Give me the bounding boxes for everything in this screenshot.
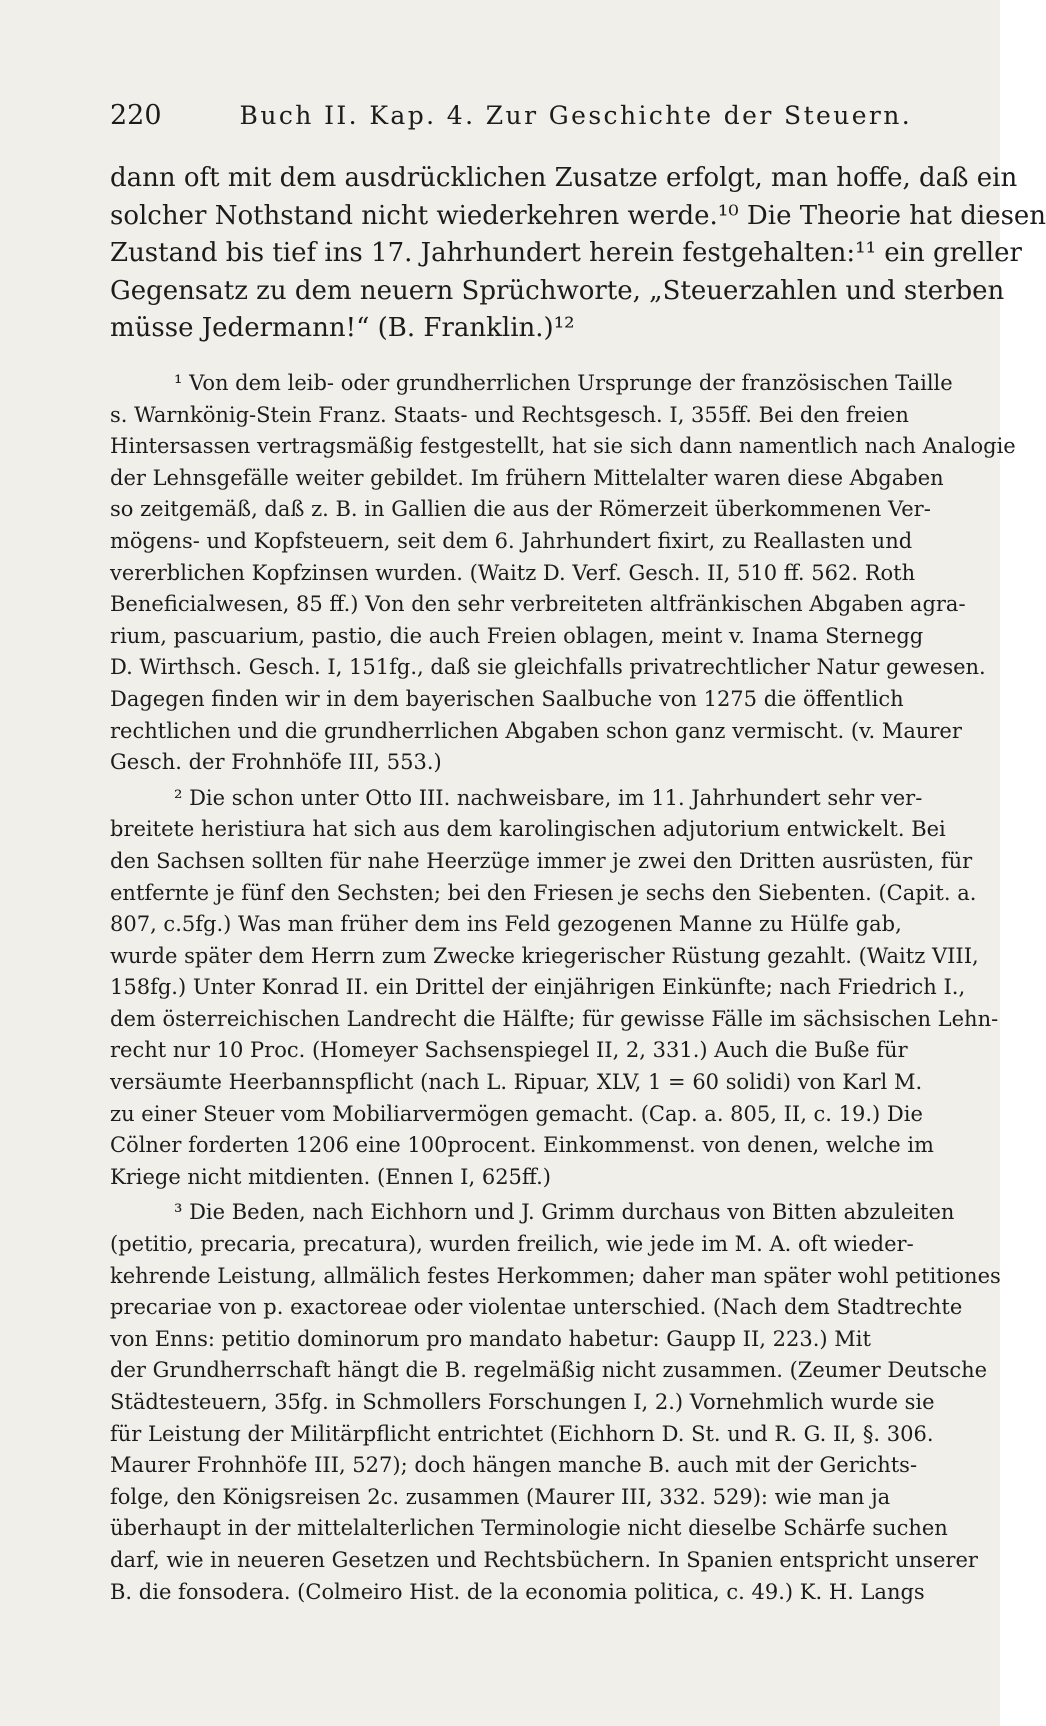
footnote-line: so zeitgemäß, daß z. B. in Gallien die aus der Römerzeit überkommenen Ver- (110, 497, 931, 522)
footnote-line: wurde später dem Herrn zum Zwecke kriegerischer Rüstung gezahlt. (Waitz VIII, (110, 943, 979, 968)
footnotes (110, 368, 1016, 1608)
text-line: Zustand bis tief ins 17. Jahrhundert herein festgehalten:¹¹ ein greller (110, 238, 1022, 268)
footnote-line: Gesch. der Frohnhöfe III, 553.) (110, 750, 442, 775)
footnote-line: ² Die schon unter Otto III. nachweisbare, im 11. Jahrhundert sehr ver- (174, 785, 923, 810)
text-line: solcher Nothstand nicht wiederkehren werde.¹⁰ Die Theorie hat diesen (110, 200, 1046, 231)
footnote-line: von Enns: petitio dominorum pro mandato habetur: Gaupp II, 223.) Mit (110, 1326, 871, 1351)
footnote-line: B. die fonsodera. (Colmeiro Hist. de la economia politica, c. 49.) K. H. Langs (110, 1579, 925, 1604)
footnote-line: rechtlichen und die grundherrlichen Abgaben schon ganz vermischt. (v. Maurer (110, 718, 962, 743)
footnote-2 (110, 783, 999, 1194)
footnote-line: 807, c.5fg.) Was man früher dem ins Feld gezogenen Manne zu Hülfe gab, (110, 912, 902, 937)
footnote-line: Beneficialwesen, 85 ff.) Von den sehr verbreiteten altfränkischen Abgaben agra- (110, 592, 966, 617)
footnote-line: Kriege nicht mitdienten. (Ennen I, 625ff.) (110, 1164, 551, 1189)
footnote-line: kehrende Leistung, allmälich festes Herkommen; daher man später wohl petitiones (110, 1263, 1001, 1288)
footnote-line: der Lehnsgefälle weiter gebildet. Im frühern Mittelalter waren diese Abgaben (110, 465, 944, 490)
footnote-line: rium, pascuarium, pastio, die auch Freien oblagen, meint v. Inama Sternegg (110, 623, 924, 648)
footnote-line: folge, den Königsreisen 2c. zusammen (Maurer III, 332. 529): wie man ja (110, 1484, 891, 1509)
text-line: dann oft mit dem ausdrücklichen Zusatze erfolgt, man hoffe, daß ein (110, 163, 1018, 193)
footnote-line: (petitio, precaria, precatura), wurden freilich, wie jede im M. A. oft wieder- (110, 1232, 914, 1257)
footnote-line: breitete heristiura hat sich aus dem karolingischen adjutorium entwickelt. Bei (110, 817, 946, 842)
footnote-line: Maurer Frohnhöfe III, 527); doch hängen manche B. auch mit der Gerichts- (110, 1453, 918, 1478)
footnote-line: zu einer Steuer vom Mobiliarvermögen gemacht. (Cap. a. 805, II, c. 19.) Die (110, 1101, 923, 1126)
footnote-line: recht nur 10 Proc. (Homeyer Sachsenspiegel II, 2, 331.) Auch die Buße für (110, 1038, 908, 1063)
footnote-line: vererblichen Kopfzinsen wurden. (Waitz D. Verf. Gesch. II, 510 ff. 562. Roth (110, 560, 916, 585)
footnote-line: Dagegen finden wir in dem bayerischen Saalbuche von 1275 die öffentlich (110, 686, 904, 711)
text-line: Gegensatz zu dem neuern Sprüchworte, „Steuerzahlen und sterben (110, 275, 1005, 306)
footnote-line: precariae von p. exactoreae oder violentae unterschied. (Nach dem Stadtrechte (110, 1295, 963, 1320)
footnote-line: für Leistung der Militärpflicht entrichtet (Eichhorn D. St. und R. G. II, §. 306. (110, 1421, 934, 1446)
footnote-line: Städtesteuern, 35fg. in Schmollers Forschungen I, 2.) Vornehmlich wurde sie (110, 1390, 935, 1414)
footnote-line: den Sachsen sollten für nahe Heerzüge immer je zwei den Dritten ausrüsten, für (110, 848, 973, 873)
footnote-line: darf, wie in neueren Gesetzen und Rechtsbüchern. In Spanien entspricht unserer (110, 1547, 978, 1572)
text-line: müsse Jedermann!“ (B. Franklin.)¹² (110, 313, 575, 343)
footnote-line: mögens- und Kopfsteuern, seit dem 6. Jahrhundert fixirt, zu Reallasten und (110, 528, 913, 553)
footnote-line: entfernte je fünf den Sechsten; bei den Friesen je sechs den Siebenten. (Capit. a. (110, 880, 977, 905)
footnote-line: 158fg.) Unter Konrad II. ein Drittel der einjährigen Einkünfte; nach Friedrich I., (110, 975, 966, 1000)
page-number: 220 (110, 100, 162, 131)
footnote-line: versäumte Heerbannspflicht (nach L. Ripuar, XLV, 1 = 60 solidi) von Karl M. (110, 1070, 923, 1095)
main-text (110, 160, 1046, 348)
page-header (110, 100, 940, 140)
footnote-line: der Grundherrschaft hängt die B. regelmäßig nicht zusammen. (Zeumer Deutsche (110, 1358, 988, 1383)
footnote-line: Hintersassen vertragsmäßig festgestellt, hat sie sich dann namentlich nach Analogie (110, 434, 1016, 459)
footnote-line: Cölner forderten 1206 eine 100procent. Einkommenst. von denen, welche im (110, 1133, 934, 1158)
footnote-line: überhaupt in der mittelalterlichen Terminologie nicht dieselbe Schärfe suchen (110, 1516, 948, 1541)
footnote-line: ¹ Von dem leib- oder grundherrlichen Ursprunge der französischen Taille (174, 371, 953, 395)
footnote-line: dem österreichischen Landrecht die Hälfte; für gewisse Fälle im sächsischen Lehn- (110, 1006, 999, 1031)
footnote-1 (110, 368, 1016, 779)
footnote-3 (110, 1197, 1001, 1608)
running-head: Buch II. Kap. 4. Zur Geschichte der Steuern. (239, 101, 913, 130)
footnote-line: D. Wirthsch. Gesch. I, 151fg., daß sie gleichfalls privatrechtlicher Natur gewesen. (110, 655, 986, 680)
footnote-line: s. Warnkönig-Stein Franz. Staats- und Rechtsgesch. I, 355ff. Bei den freien (110, 402, 909, 427)
footnote-line: ³ Die Beden, nach Eichhorn und J. Grimm durchaus von Bitten abzuleiten (174, 1200, 955, 1225)
